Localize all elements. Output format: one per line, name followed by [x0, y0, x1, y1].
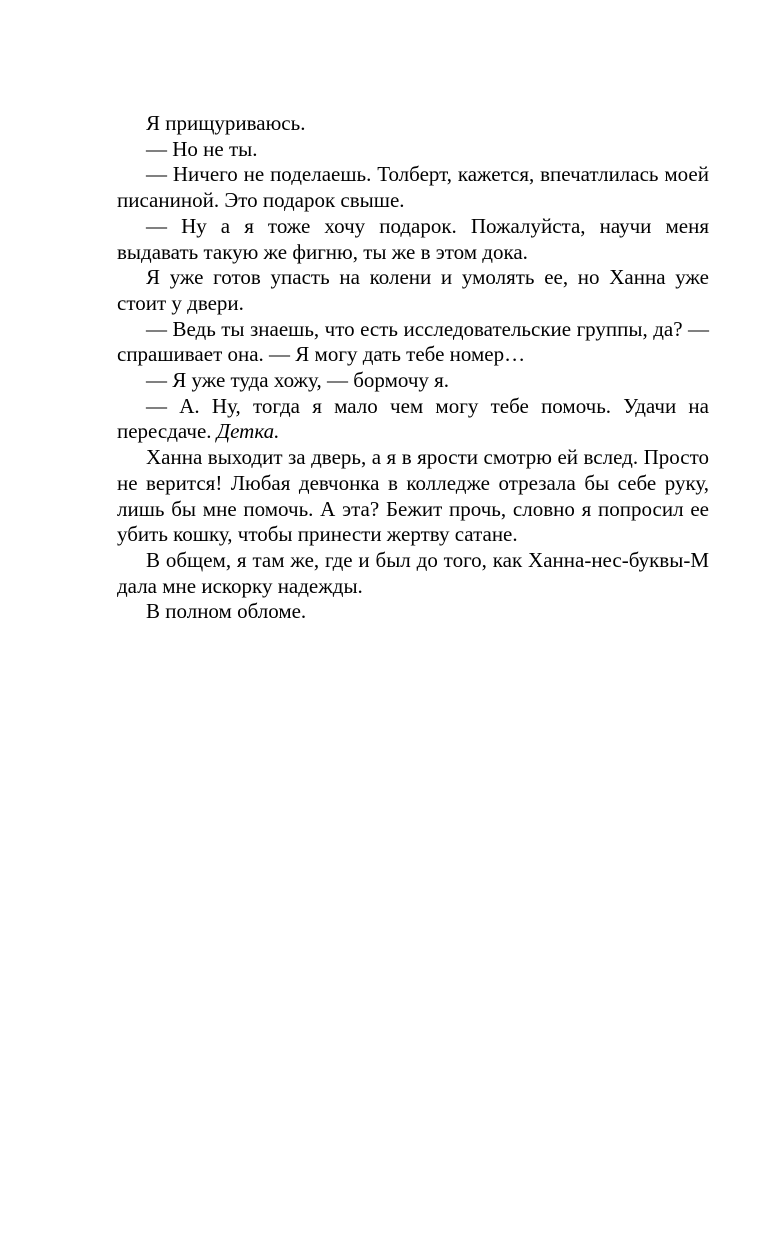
- paragraph: В общем, я там же, где и был до того, как Ханна-нес-буквы-М дала мне искорку надежды.: [117, 547, 709, 598]
- italic-word: Детка.: [216, 419, 280, 444]
- paragraph-text: — А. Ну, тогда я мало чем могу тебе помочь. Удачи на пересдаче.: [117, 393, 709, 444]
- paragraph: — Я уже туда хожу, — бормочу я.: [146, 368, 450, 393]
- book-page-text: [117, 111, 709, 625]
- paragraph: [117, 394, 709, 445]
- paragraph: — Ничего не поделаешь. Толберт, кажется, впечатлилась моей писаниной. Это подарок свыше.: [117, 162, 709, 213]
- paragraph: Я уже готов упасть на колени и умолять ее, но Ханна уже стоит у двери.: [117, 265, 709, 315]
- paragraph: Я прищуриваюсь.: [146, 111, 306, 135]
- paragraph: — Ну а я тоже хочу подарок. Пожалуйста, научи меня выдавать такую же фигню, ты же в этом дока.: [117, 213, 709, 264]
- paragraph: Ханна выходит за дверь, а я в ярости смотрю ей вслед. Просто не верится! Любая девчонка в колледже отрезала бы себе руку, лишь бы мне помочь. А эта? Бежит прочь, словно я попросил ее убить кошку, чтобы принести жертву сатане.: [117, 445, 709, 547]
- paragraph: — Ведь ты знаешь, что есть исследовательские группы, да? — спрашивает она. — Я могу дать тебе номер…: [117, 316, 709, 367]
- paragraph: В полном обломе.: [146, 599, 307, 624]
- paragraph: — Но не ты.: [146, 136, 258, 161]
